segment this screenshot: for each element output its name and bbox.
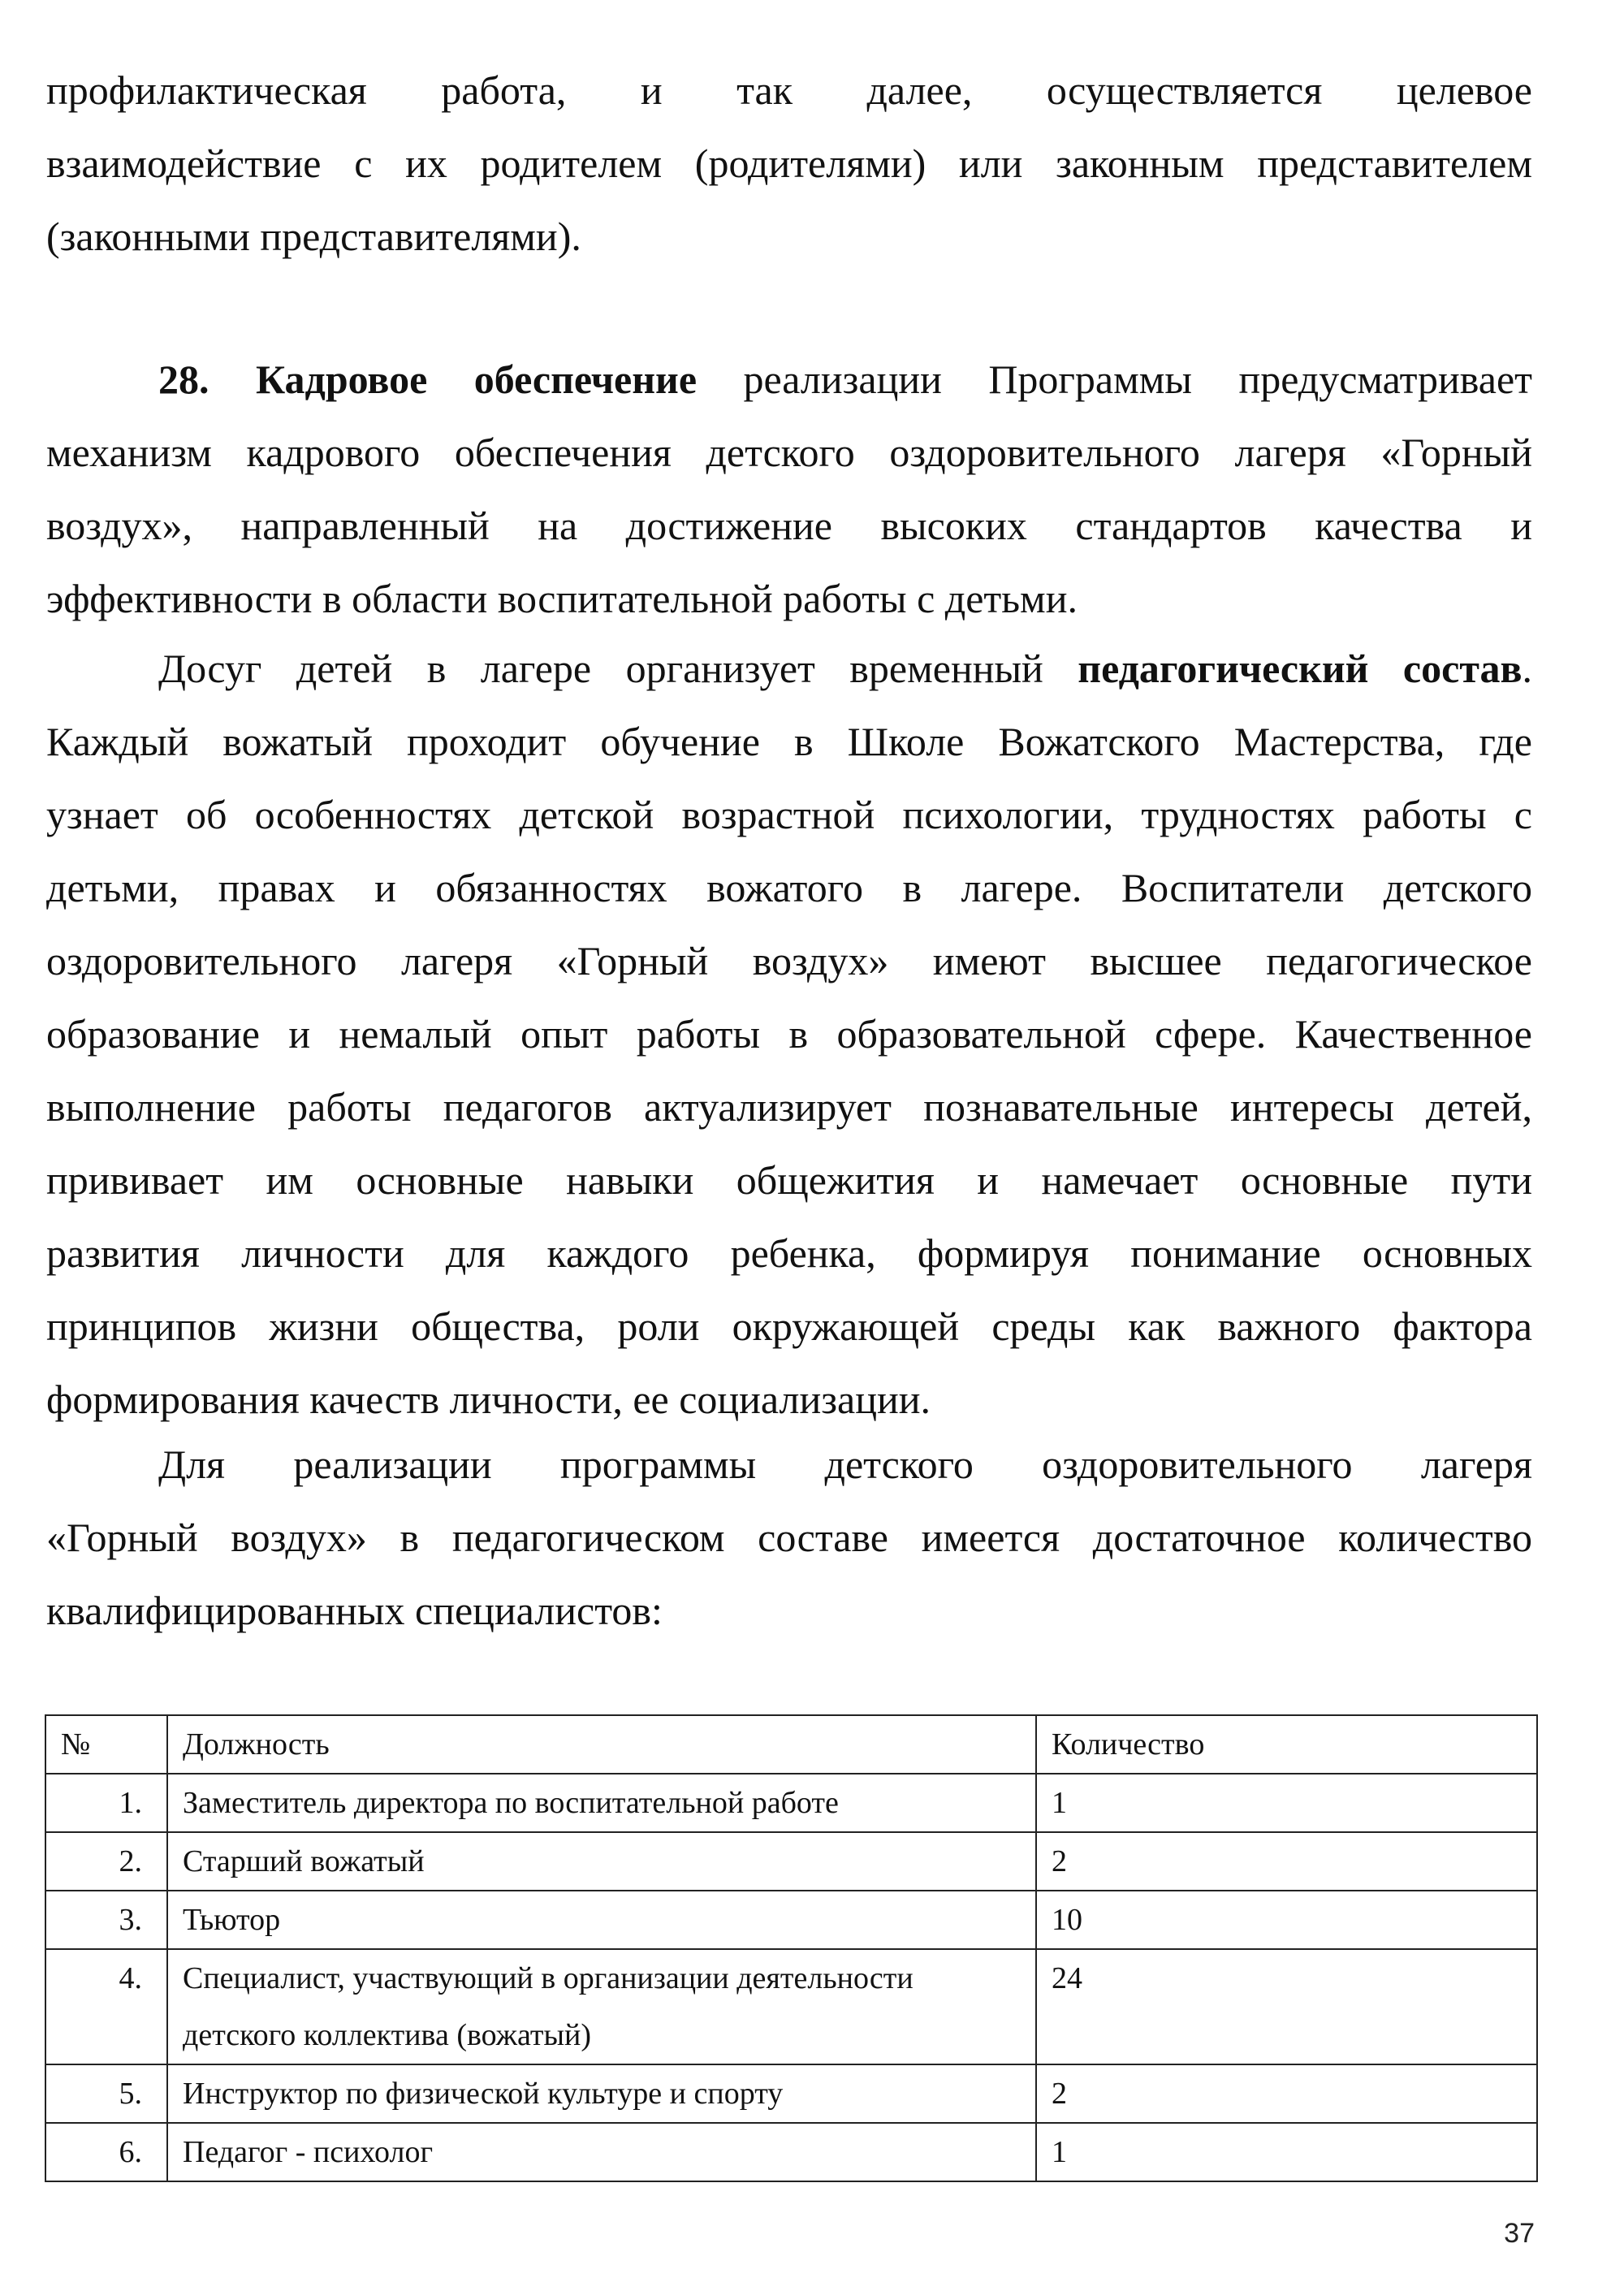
- position-cell: Педагог - психолог: [167, 2123, 1036, 2181]
- paragraph-1: [46, 54, 1532, 273]
- page-number: 37: [1504, 2218, 1535, 2249]
- row-number: 3.: [45, 1891, 167, 1949]
- table-row: [45, 1891, 1537, 1949]
- text-line: [46, 632, 1532, 705]
- text-line: прививает им основные навыки общежития и намечает основные пути: [46, 1157, 1532, 1203]
- position-cell: [167, 1949, 1036, 2064]
- position-cell: Заместитель директора по воспитательной работе: [167, 1774, 1036, 1832]
- text-line: узнает об особенностях детской возрастной психологии, трудностях работы с: [46, 792, 1532, 837]
- position-cell: Инструктор по физической культуре и спорту: [167, 2064, 1036, 2123]
- table-row: [45, 2064, 1537, 2123]
- staff-table: [45, 1714, 1538, 2182]
- position-line-1: Специалист, участвующий в организации деятельности: [183, 1961, 914, 1995]
- count-cell: 1: [1036, 1774, 1537, 1832]
- text-line: Каждый вожатый проходит обучение в Школе Вожатского Мастерства, где: [46, 719, 1532, 764]
- table-header-row: [45, 1715, 1537, 1774]
- paragraph-pedagogical-staff: [46, 632, 1532, 1436]
- position-cell: Тьютор: [167, 1891, 1036, 1949]
- column-header-count: Количество: [1036, 1715, 1537, 1774]
- text-line: (законными представителями).: [46, 214, 581, 259]
- text-line: [46, 343, 1532, 416]
- text-line: образование и немалый опыт работы в образовательной сфере. Качественное: [46, 1011, 1532, 1057]
- paragraph-specialists: [46, 1428, 1532, 1647]
- row-number: 6.: [45, 2123, 167, 2181]
- text-line: «Горный воздух» в педагогическом составе имеется достаточное количество: [46, 1515, 1532, 1560]
- text-line: профилактическая работа, и так далее, осуществляется целевое: [46, 67, 1532, 113]
- text-span: реализации Программы предусматривает: [697, 357, 1532, 402]
- count-cell: 1: [1036, 2123, 1537, 2181]
- count-cell: 2: [1036, 2064, 1537, 2123]
- table-row: [45, 2123, 1537, 2181]
- bold-term: педагогический состав: [1078, 646, 1522, 691]
- position-cell: Старший вожатый: [167, 1832, 1036, 1891]
- text-line: формирования качеств личности, ее социализации.: [46, 1377, 931, 1422]
- text-line: детьми, правах и обязанностях вожатого в лагере. Воспитатели детского: [46, 865, 1532, 910]
- text-line: выполнение работы педагогов актуализирует познавательные интересы детей,: [46, 1084, 1532, 1130]
- row-number: 4.: [45, 1949, 167, 2064]
- text-line: развития личности для каждого ребенка, формируя понимание основных: [46, 1230, 1532, 1276]
- text-line: эффективности в области воспитательной работы с детьми.: [46, 576, 1078, 621]
- count-cell: 2: [1036, 1832, 1537, 1891]
- text-span: Досуг детей в лагере организует временный: [158, 646, 1078, 691]
- column-header-position: Должность: [167, 1715, 1036, 1774]
- count-cell: 10: [1036, 1891, 1537, 1949]
- section-heading: 28. Кадровое обеспечение: [158, 357, 698, 402]
- text-line: воздух», направленный на достижение высоких стандартов качества и: [46, 503, 1532, 548]
- row-number: 2.: [45, 1832, 167, 1891]
- column-header-number: №: [45, 1715, 167, 1774]
- table-row: [45, 1949, 1537, 2064]
- table-row: [45, 1832, 1537, 1891]
- text-line: квалифицированных специалистов:: [46, 1588, 663, 1633]
- table-row: [45, 1774, 1537, 1832]
- text-line: взаимодействие с их родителем (родителями) или законным представителем: [46, 140, 1532, 186]
- text-span: .: [1522, 646, 1532, 691]
- row-number: 5.: [45, 2064, 167, 2123]
- text-line: принципов жизни общества, роли окружающей среды как важного фактора: [46, 1303, 1532, 1349]
- position-line-2: детского коллектива (вожатый): [183, 2018, 591, 2052]
- count-cell: 24: [1036, 1949, 1537, 2064]
- paragraph-28-staffing: [46, 343, 1532, 635]
- text-line: Для реализации программы детского оздоровительного лагеря: [158, 1442, 1532, 1487]
- text-line: механизм кадрового обеспечения детского оздоровительного лагеря «Горный: [46, 430, 1532, 475]
- text-line: оздоровительного лагеря «Горный воздух» имеют высшее педагогическое: [46, 938, 1532, 983]
- row-number: 1.: [45, 1774, 167, 1832]
